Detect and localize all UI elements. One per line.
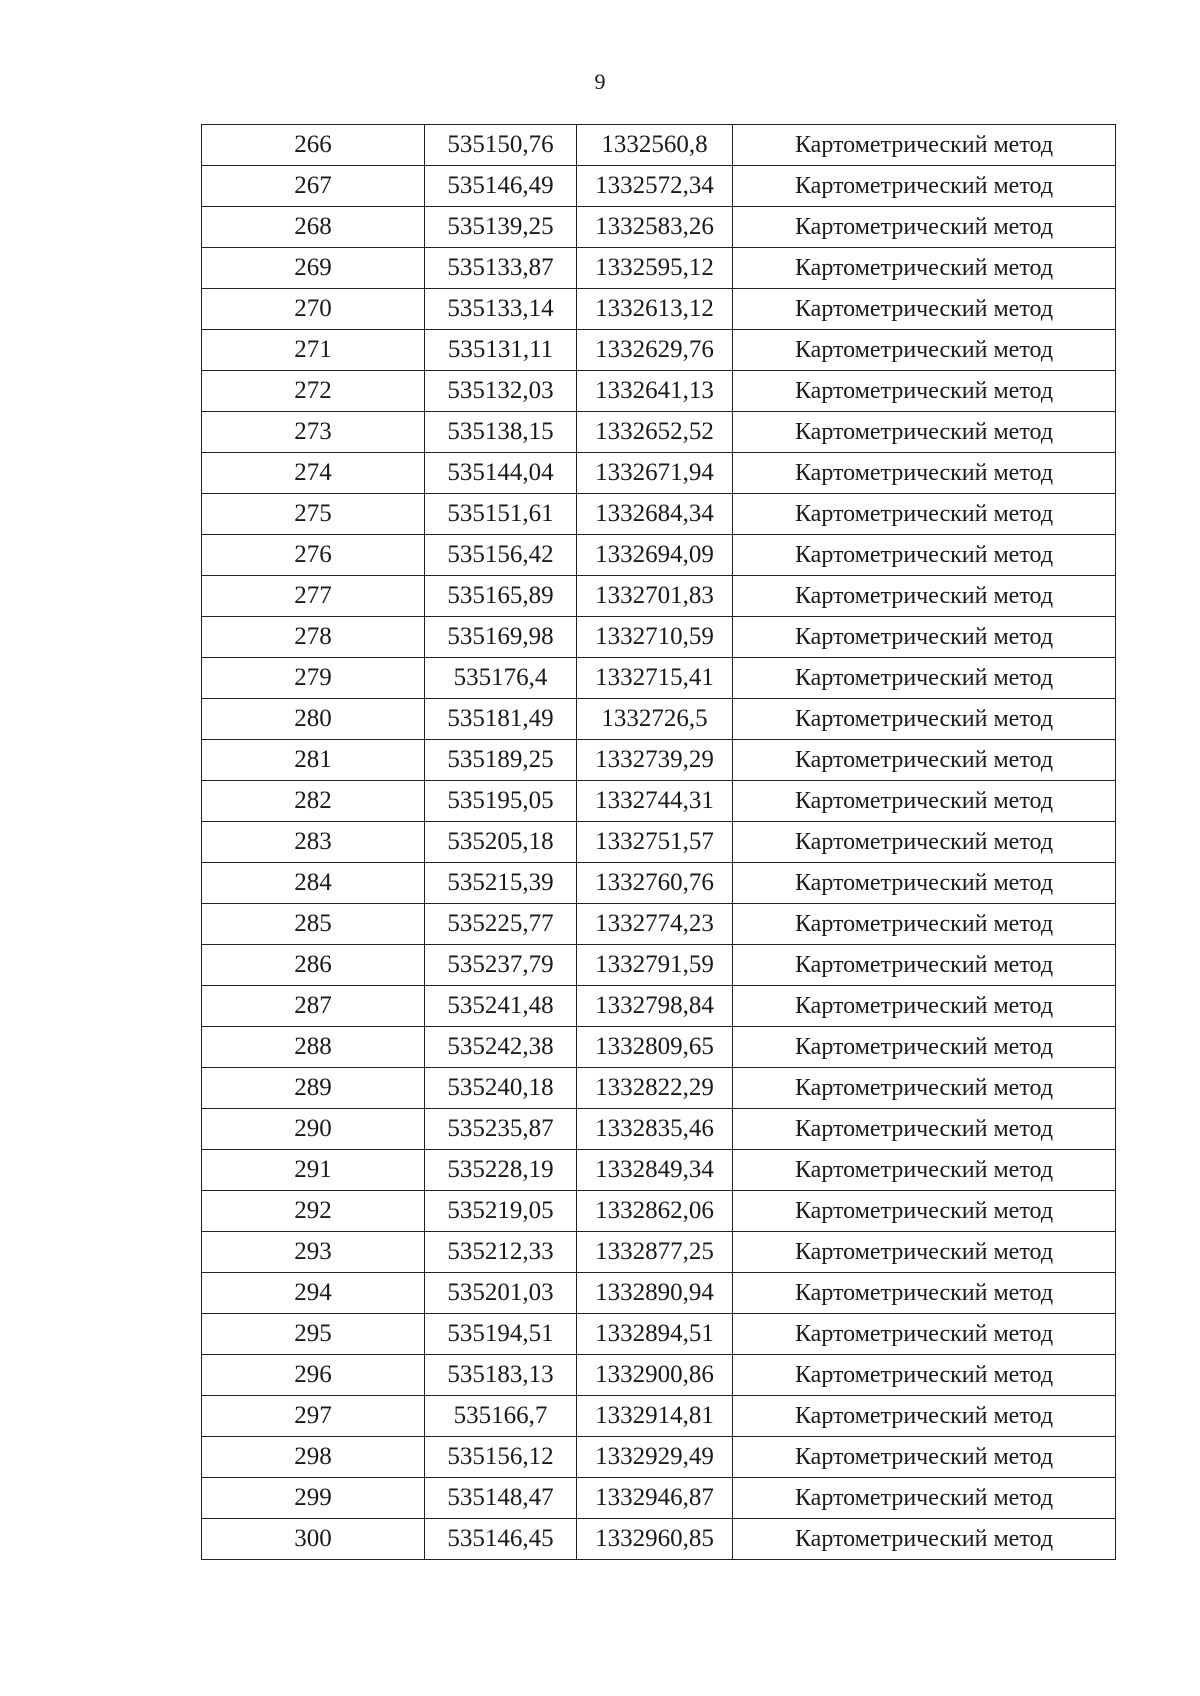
x-coordinate-cell: 535146,45 [425,1519,577,1560]
y-coordinate-cell: 1332694,09 [577,535,733,576]
method-cell: Картометрический метод [733,945,1116,986]
point-number-cell: 289 [202,1068,425,1109]
table-row [202,1150,1116,1191]
x-coordinate-cell: 535138,15 [425,412,577,453]
method-cell: Картометрический метод [733,1027,1116,1068]
point-number-cell: 291 [202,1150,425,1191]
point-number-cell: 298 [202,1437,425,1478]
point-number-cell: 295 [202,1314,425,1355]
table-row [202,1437,1116,1478]
y-coordinate-cell: 1332760,76 [577,863,733,904]
table-row [202,166,1116,207]
y-coordinate-cell: 1332671,94 [577,453,733,494]
point-number-cell: 300 [202,1519,425,1560]
y-coordinate-cell: 1332751,57 [577,822,733,863]
point-number-cell: 297 [202,1396,425,1437]
method-cell: Картометрический метод [733,453,1116,494]
method-cell: Картометрический метод [733,1396,1116,1437]
x-coordinate-cell: 535241,48 [425,986,577,1027]
table-row [202,289,1116,330]
y-coordinate-cell: 1332652,52 [577,412,733,453]
table-row [202,1314,1116,1355]
y-coordinate-cell: 1332641,13 [577,371,733,412]
x-coordinate-cell: 535139,25 [425,207,577,248]
point-number-cell: 284 [202,863,425,904]
x-coordinate-cell: 535156,42 [425,535,577,576]
method-cell: Картометрический метод [733,822,1116,863]
method-cell: Картометрический метод [733,412,1116,453]
table-row [202,1396,1116,1437]
method-cell: Картометрический метод [733,781,1116,822]
y-coordinate-cell: 1332726,5 [577,699,733,740]
x-coordinate-cell: 535146,49 [425,166,577,207]
method-cell: Картометрический метод [733,330,1116,371]
point-number-cell: 279 [202,658,425,699]
table-row [202,576,1116,617]
method-cell: Картометрический метод [733,289,1116,330]
method-cell: Картометрический метод [733,371,1116,412]
x-coordinate-cell: 535225,77 [425,904,577,945]
table-row [202,371,1116,412]
point-number-cell: 271 [202,330,425,371]
table-row [202,945,1116,986]
table-row [202,1519,1116,1560]
method-cell: Картометрический метод [733,207,1116,248]
y-coordinate-cell: 1332914,81 [577,1396,733,1437]
method-cell: Картометрический метод [733,1478,1116,1519]
method-cell: Картометрический метод [733,1109,1116,1150]
point-number-cell: 290 [202,1109,425,1150]
y-coordinate-cell: 1332877,25 [577,1232,733,1273]
point-number-cell: 283 [202,822,425,863]
y-coordinate-cell: 1332929,49 [577,1437,733,1478]
x-coordinate-cell: 535131,11 [425,330,577,371]
x-coordinate-cell: 535194,51 [425,1314,577,1355]
y-coordinate-cell: 1332744,31 [577,781,733,822]
y-coordinate-cell: 1332900,86 [577,1355,733,1396]
x-coordinate-cell: 535242,38 [425,1027,577,1068]
point-number-cell: 268 [202,207,425,248]
point-number-cell: 285 [202,904,425,945]
y-coordinate-cell: 1332894,51 [577,1314,733,1355]
method-cell: Картометрический метод [733,617,1116,658]
x-coordinate-cell: 535151,61 [425,494,577,535]
table-row [202,781,1116,822]
y-coordinate-cell: 1332560,8 [577,125,733,166]
y-coordinate-cell: 1332791,59 [577,945,733,986]
method-cell: Картометрический метод [733,904,1116,945]
y-coordinate-cell: 1332798,84 [577,986,733,1027]
y-coordinate-cell: 1332572,34 [577,166,733,207]
x-coordinate-cell: 535235,87 [425,1109,577,1150]
point-number-cell: 275 [202,494,425,535]
point-number-cell: 273 [202,412,425,453]
y-coordinate-cell: 1332684,34 [577,494,733,535]
table-row [202,535,1116,576]
table-row [202,494,1116,535]
point-number-cell: 280 [202,699,425,740]
y-coordinate-cell: 1332809,65 [577,1027,733,1068]
table-row [202,1191,1116,1232]
y-coordinate-cell: 1332710,59 [577,617,733,658]
x-coordinate-cell: 535156,12 [425,1437,577,1478]
point-number-cell: 269 [202,248,425,289]
x-coordinate-cell: 535183,13 [425,1355,577,1396]
method-cell: Картометрический метод [733,740,1116,781]
method-cell: Картометрический метод [733,125,1116,166]
method-cell: Картометрический метод [733,248,1116,289]
point-number-cell: 272 [202,371,425,412]
point-number-cell: 294 [202,1273,425,1314]
table-row [202,699,1116,740]
y-coordinate-cell: 1332774,23 [577,904,733,945]
x-coordinate-cell: 535195,05 [425,781,577,822]
y-coordinate-cell: 1332849,34 [577,1150,733,1191]
table-row [202,658,1116,699]
point-number-cell: 278 [202,617,425,658]
method-cell: Картометрический метод [733,986,1116,1027]
y-coordinate-cell: 1332835,46 [577,1109,733,1150]
point-number-cell: 299 [202,1478,425,1519]
x-coordinate-cell: 535240,18 [425,1068,577,1109]
table-row [202,822,1116,863]
point-number-cell: 288 [202,1027,425,1068]
y-coordinate-cell: 1332960,85 [577,1519,733,1560]
x-coordinate-cell: 535165,89 [425,576,577,617]
table-row [202,863,1116,904]
point-number-cell: 293 [202,1232,425,1273]
table-row [202,1355,1116,1396]
x-coordinate-cell: 535132,03 [425,371,577,412]
point-number-cell: 286 [202,945,425,986]
x-coordinate-cell: 535205,18 [425,822,577,863]
method-cell: Картометрический метод [733,699,1116,740]
point-number-cell: 287 [202,986,425,1027]
method-cell: Картометрический метод [733,658,1116,699]
point-number-cell: 267 [202,166,425,207]
table-row [202,1068,1116,1109]
x-coordinate-cell: 535176,4 [425,658,577,699]
x-coordinate-cell: 535215,39 [425,863,577,904]
method-cell: Картометрический метод [733,1355,1116,1396]
table-row [202,1273,1116,1314]
x-coordinate-cell: 535166,7 [425,1396,577,1437]
table-row [202,1232,1116,1273]
method-cell: Картометрический метод [733,166,1116,207]
y-coordinate-cell: 1332583,26 [577,207,733,248]
y-coordinate-cell: 1332613,12 [577,289,733,330]
table-row [202,1109,1116,1150]
table-row [202,453,1116,494]
point-number-cell: 282 [202,781,425,822]
x-coordinate-cell: 535212,33 [425,1232,577,1273]
method-cell: Картометрический метод [733,1519,1116,1560]
y-coordinate-cell: 1332822,29 [577,1068,733,1109]
point-number-cell: 274 [202,453,425,494]
table-row [202,986,1116,1027]
y-coordinate-cell: 1332629,76 [577,330,733,371]
y-coordinate-cell: 1332946,87 [577,1478,733,1519]
method-cell: Картометрический метод [733,1273,1116,1314]
table-row [202,330,1116,371]
x-coordinate-cell: 535133,87 [425,248,577,289]
x-coordinate-cell: 535189,25 [425,740,577,781]
x-coordinate-cell: 535181,49 [425,699,577,740]
table-row [202,125,1116,166]
y-coordinate-cell: 1332701,83 [577,576,733,617]
x-coordinate-cell: 535133,14 [425,289,577,330]
x-coordinate-cell: 535150,76 [425,125,577,166]
table-body [202,125,1116,1560]
page-number: 9 [594,69,606,94]
table-row [202,740,1116,781]
x-coordinate-cell: 535201,03 [425,1273,577,1314]
x-coordinate-cell: 535148,47 [425,1478,577,1519]
x-coordinate-cell: 535219,05 [425,1191,577,1232]
y-coordinate-cell: 1332715,41 [577,658,733,699]
method-cell: Картометрический метод [733,1068,1116,1109]
point-number-cell: 281 [202,740,425,781]
method-cell: Картометрический метод [733,576,1116,617]
point-number-cell: 276 [202,535,425,576]
y-coordinate-cell: 1332890,94 [577,1273,733,1314]
method-cell: Картометрический метод [733,1191,1116,1232]
method-cell: Картометрический метод [733,535,1116,576]
point-number-cell: 277 [202,576,425,617]
table-row [202,248,1116,289]
table-row [202,1478,1116,1519]
method-cell: Картометрический метод [733,1150,1116,1191]
table-row [202,207,1116,248]
table-row [202,617,1116,658]
method-cell: Картометрический метод [733,1232,1116,1273]
method-cell: Картометрический метод [733,863,1116,904]
x-coordinate-cell: 535228,19 [425,1150,577,1191]
point-number-cell: 270 [202,289,425,330]
y-coordinate-cell: 1332595,12 [577,248,733,289]
x-coordinate-cell: 535169,98 [425,617,577,658]
coordinates-table [201,124,1116,1560]
method-cell: Картометрический метод [733,1437,1116,1478]
y-coordinate-cell: 1332739,29 [577,740,733,781]
table-row [202,1027,1116,1068]
method-cell: Картометрический метод [733,494,1116,535]
y-coordinate-cell: 1332862,06 [577,1191,733,1232]
x-coordinate-cell: 535144,04 [425,453,577,494]
method-cell: Картометрический метод [733,1314,1116,1355]
table-row [202,412,1116,453]
point-number-cell: 292 [202,1191,425,1232]
table-row [202,904,1116,945]
point-number-cell: 266 [202,125,425,166]
point-number-cell: 296 [202,1355,425,1396]
x-coordinate-cell: 535237,79 [425,945,577,986]
